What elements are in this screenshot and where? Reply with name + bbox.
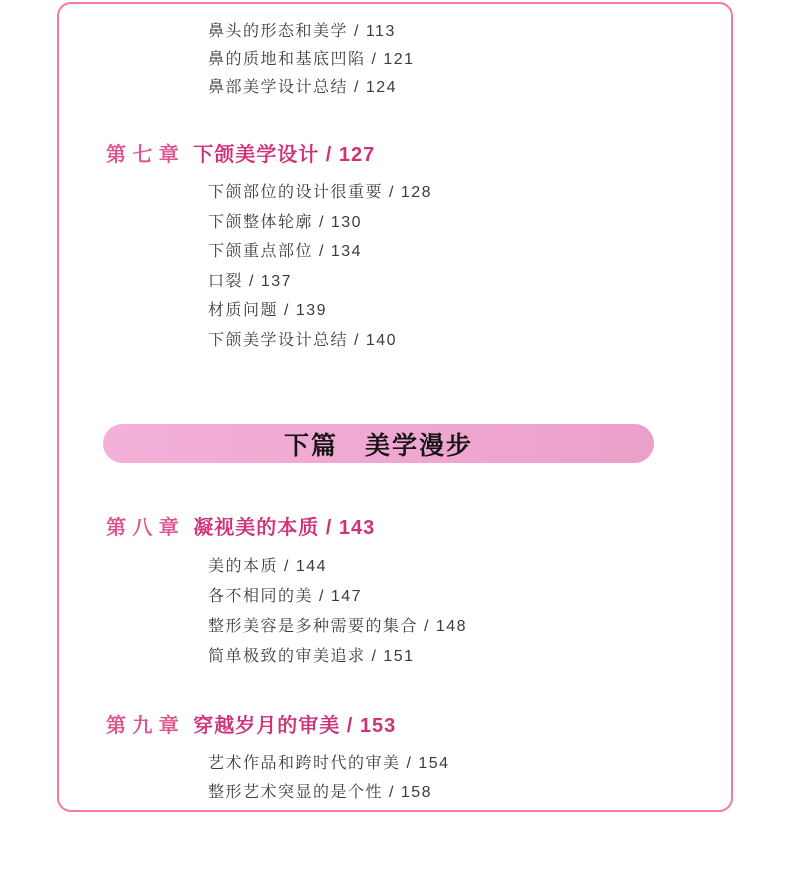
toc-entry: 鼻的质地和基底凹陷 / 121 — [208, 51, 415, 68]
toc-entry: 鼻头的形态和美学 / 113 — [208, 23, 396, 40]
toc-entry: 下颌美学设计总结 / 140 — [208, 331, 398, 349]
page-pink-frame — [57, 2, 733, 812]
toc-entry: 美的本质 / 144 — [208, 558, 328, 575]
toc-entry: 下颌部位的设计很重要 / 128 — [208, 184, 433, 201]
chapter8-heading — [106, 515, 375, 541]
chapter9-heading — [106, 713, 396, 739]
chapter7-entries-list — [208, 178, 432, 355]
toc-entry: 口裂 / 137 — [208, 272, 293, 290]
toc-entry: 下颌重点部位 / 134 — [208, 243, 363, 260]
chapter8-title: 凝视美的本质 / 143 — [193, 517, 376, 539]
part-banner-title: 下篇 美学漫步 — [283, 431, 473, 460]
chapter8-entries-list — [208, 552, 467, 672]
chapter9-entries-list — [208, 749, 450, 807]
part-section-banner — [103, 424, 654, 463]
chapter7-label: 第七章 — [106, 144, 186, 166]
chapter7-heading — [106, 142, 375, 168]
toc-entry: 下颌整体轮廓 / 130 — [208, 213, 363, 231]
chapter8-label: 第八章 — [106, 517, 186, 539]
toc-entry: 鼻部美学设计总结 / 124 — [208, 79, 398, 96]
toc-entry: 整形艺术突显的是个性 / 158 — [208, 784, 433, 801]
leading-entries-list — [208, 18, 415, 102]
toc-entry: 整形美容是多种需要的集合 / 148 — [208, 618, 468, 635]
toc-entry: 材质问题 / 139 — [208, 302, 328, 319]
chapter9-title: 穿越岁月的审美 / 153 — [193, 715, 397, 737]
chapter7-title: 下颌美学设计 / 127 — [193, 144, 376, 166]
toc-entry: 简单极致的审美追求 / 151 — [208, 648, 415, 665]
toc-entry: 艺术作品和跨时代的审美 / 154 — [208, 755, 450, 772]
chapter9-label: 第九章 — [106, 715, 186, 737]
toc-entry: 各不相同的美 / 147 — [208, 588, 363, 605]
